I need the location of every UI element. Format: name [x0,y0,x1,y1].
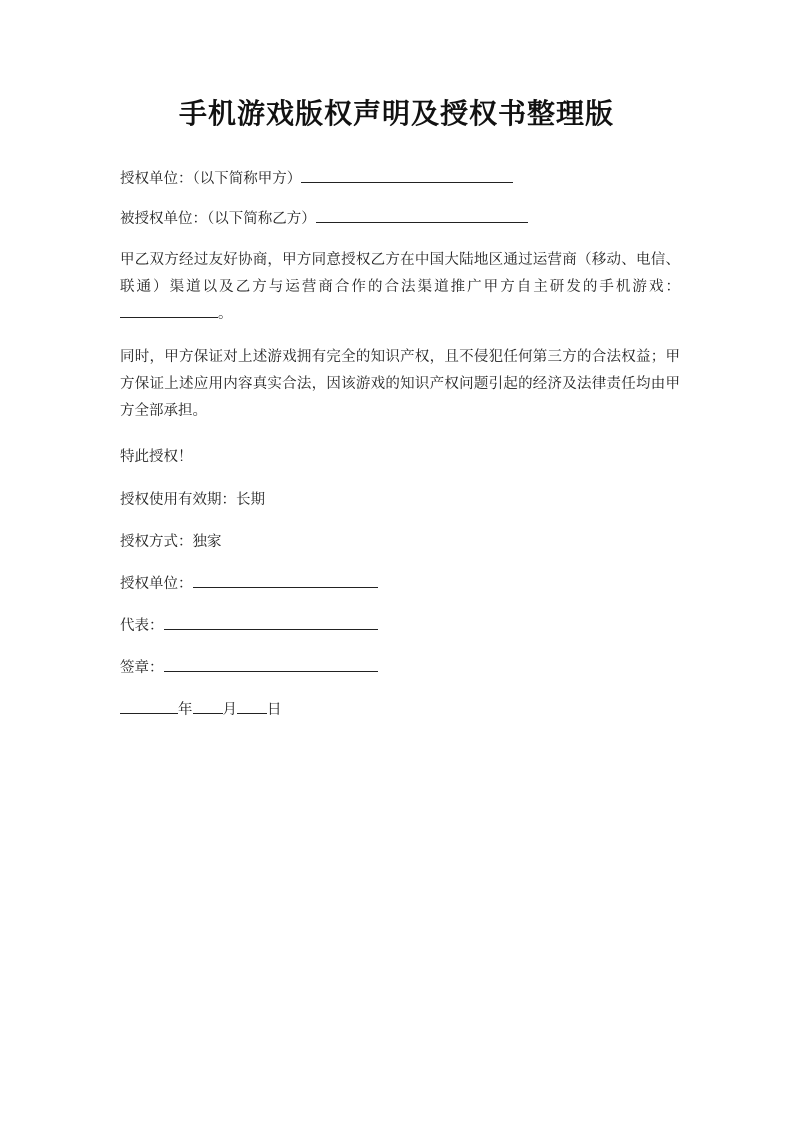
seal-label: 签章： [120,660,164,676]
special-note: 特此授权！ [120,449,193,465]
seal-line [120,657,378,679]
validity-line: 授权使用有效期：长期 [120,492,265,508]
game-name-blank[interactable] [120,303,218,318]
authorization-text: 甲乙双方经过友好协商，甲方同意授权乙方在中国大陆地区通过运营商（移动、电信、联通）渠道以及乙方与运营商合作的合法渠道推广甲方自主研发的手机游戏： [120,252,680,295]
guarantee-paragraph [120,344,680,425]
grantor-blank[interactable] [301,168,513,183]
day-blank[interactable] [237,699,267,714]
grantee-line [120,208,528,230]
grantor-label: 授权单位：（以下简称甲方） [120,171,302,187]
authorization-paragraph [120,247,680,328]
month-label: 月 [222,702,237,718]
grantee-label: 被授权单位：（以下简称乙方） [120,211,316,227]
representative-label: 代表： [120,618,164,634]
method-line: 授权方式：独家 [120,534,222,550]
guarantee-text: 同时，甲方保证对上述游戏拥有完全的知识产权，且不侵犯任何第三方的合法权益；甲方保证上述应用内容真实合法，因该游戏的知识产权问题引起的经济及法律责任均由甲方全部承担。 [120,349,680,419]
day-label: 日 [267,702,282,718]
grantor-line [120,168,513,190]
seal-blank[interactable] [164,657,378,672]
date-line [120,699,282,721]
representative-line [120,615,378,637]
grantee-blank[interactable] [316,208,528,223]
sign-unit-blank[interactable] [193,573,378,588]
year-label: 年 [178,702,193,718]
year-blank[interactable] [120,699,178,714]
month-blank[interactable] [193,699,223,714]
sign-unit-line [120,573,378,595]
document-title: 手机游戏版权声明及授权书整理版 [178,97,614,130]
sign-unit-label: 授权单位： [120,576,193,592]
authorization-end: 。 [218,306,233,322]
representative-blank[interactable] [164,615,378,630]
